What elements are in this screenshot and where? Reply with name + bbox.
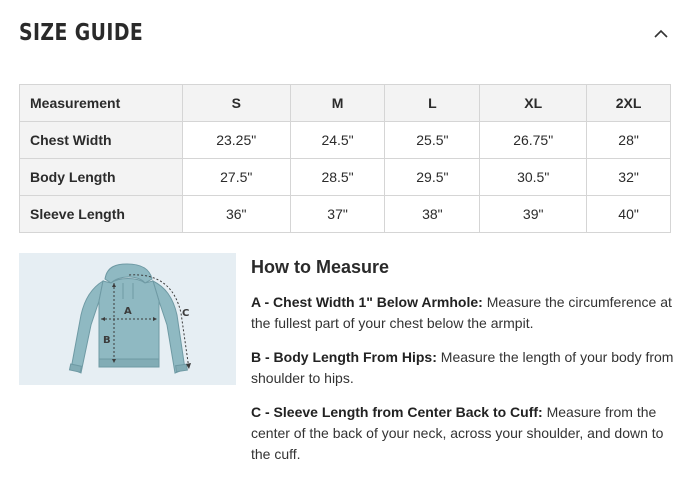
table-cell: 28.5" [290, 159, 385, 196]
row-label: Body Length [20, 159, 183, 196]
instruction-label: C - Sleeve Length from Center Back to Cuff: [251, 404, 543, 420]
table-cell: 36" [182, 196, 290, 233]
table-cell: 39" [480, 196, 587, 233]
column-header: 2XL [587, 85, 671, 122]
table-cell: 32" [587, 159, 671, 196]
table-cell: 40" [587, 196, 671, 233]
table-cell: 28" [587, 122, 671, 159]
size-table [19, 84, 671, 233]
instruction-text: Measure the length of your body from shoulder to hips. [251, 349, 674, 386]
column-header: M [290, 85, 385, 122]
label-c: C [182, 308, 190, 319]
how-to-measure-title: How to Measure [251, 257, 390, 277]
table-row [20, 122, 671, 159]
instruction-label: B - Body Length From Hips: [251, 349, 437, 365]
column-header: XL [480, 85, 587, 122]
table-cell: 27.5" [182, 159, 290, 196]
column-header: S [182, 85, 290, 122]
row-label: Sleeve Length [20, 196, 183, 233]
chevron-up-icon [651, 24, 671, 44]
instruction-text: Measure from the center of the back of your neck, across your shoulder, and down to the cuff. [251, 404, 664, 462]
column-header: L [385, 85, 480, 122]
table-cell: 30.5" [480, 159, 587, 196]
row-label: Chest Width [20, 122, 183, 159]
label-b: B [103, 335, 111, 346]
hoodie-measurement-icon [19, 253, 236, 385]
table-row [20, 159, 671, 196]
table-cell: 29.5" [385, 159, 480, 196]
table-row [20, 196, 671, 233]
how-to-measure-section [251, 256, 676, 478]
table-cell: 26.75" [480, 122, 587, 159]
table-cell: 37" [290, 196, 385, 233]
size-guide-header[interactable] [19, 18, 671, 54]
measure-instruction [251, 402, 676, 465]
size-guide-title: SIZE GUIDE [19, 20, 144, 46]
table-cell: 38" [385, 196, 480, 233]
measure-instruction [251, 292, 676, 334]
table-cell: 24.5" [290, 122, 385, 159]
label-a: A [124, 306, 132, 317]
collapse-button[interactable] [651, 24, 671, 44]
column-header: Measurement [20, 85, 183, 122]
measurement-diagram [19, 253, 236, 385]
instruction-label: A - Chest Width 1" Below Armhole: [251, 294, 483, 310]
instruction-text: Measure the circumference at the fullest part of your chest below the armpit. [251, 294, 672, 331]
table-header-row [20, 85, 671, 122]
measure-instruction [251, 347, 676, 389]
table-cell: 23.25" [182, 122, 290, 159]
table-cell: 25.5" [385, 122, 480, 159]
